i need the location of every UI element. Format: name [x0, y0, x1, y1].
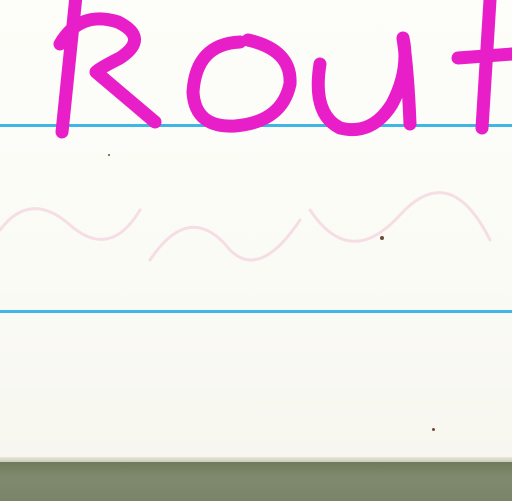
- bleed-through-writing: [0, 170, 512, 310]
- paper-speck: [108, 154, 110, 156]
- paper-speck: [432, 428, 435, 431]
- letter-o: [193, 40, 290, 126]
- paper-speck: [380, 236, 384, 240]
- letter-t-cross: [458, 54, 512, 58]
- letter-t: [482, 0, 490, 128]
- desk-surface: [0, 462, 512, 501]
- handwritten-word-rout: [0, 0, 512, 160]
- ruled-line-bottom: [0, 310, 512, 313]
- letter-u: [318, 38, 410, 130]
